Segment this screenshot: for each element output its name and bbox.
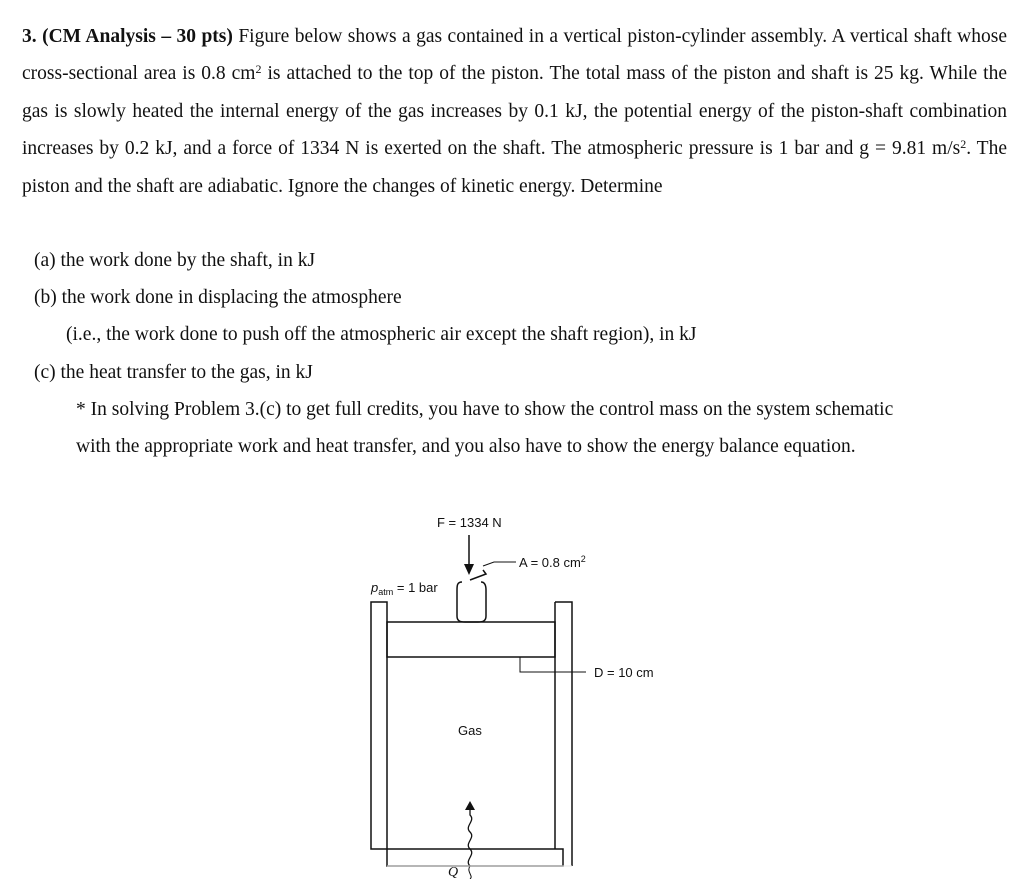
- part-b: (b) the work done in displacing the atmosphere: [34, 287, 402, 308]
- superscript-s2: 2: [960, 137, 967, 152]
- intro-part3: . The piston and the shaft are adiabatic. Ignore the changes of kinetic energy. Determine: [22, 138, 1007, 197]
- part-a: (a) the work done by the shaft, in kJ: [34, 250, 316, 271]
- heat-tail: [469, 866, 471, 879]
- problem-heading: (CM Analysis – 30 pts): [42, 26, 233, 47]
- part-b-note: (i.e., the work done to push off the atmospheric air except the shaft region), in kJ: [66, 324, 697, 345]
- heat-label: Q: [448, 865, 459, 879]
- diameter-label: D = 10 cm: [594, 665, 654, 680]
- gas-label: Gas: [458, 723, 482, 738]
- cylinder-right-wall: [555, 602, 572, 866]
- heat-wavy-line: [468, 806, 471, 866]
- patm-label: $p_{atm} = 1$ bar: [371, 580, 438, 597]
- force-arrow-head: [464, 564, 474, 575]
- shaft: [457, 582, 486, 622]
- area-label: A = 0.8 $cm^2$: [519, 554, 586, 570]
- instruction-line-2: with the appropriate work and heat transfer, and you also have to show the energy balance equation.: [76, 436, 856, 457]
- problem-number: 3.: [22, 26, 37, 47]
- area-leader: [483, 562, 516, 566]
- superscript-cm2: 2: [255, 62, 262, 77]
- intro-part2: is attached to the top of the piston. The total mass of the piston and shaft is 25 kg. While the gas is slowly heated the internal energy of the gas increases by 0.1 kJ, the potential energy of the piston-shaft combination increases by 0.2 kJ, and a force of 1334 N is exerted on the shaft. The atmospheric pressure is 1 bar and g = 9.81 m/s: [22, 63, 1007, 160]
- instruction-line-1: * In solving Problem 3.(c) to get full credits, you have to show the control mass on the system schematic: [76, 399, 894, 420]
- intro-part1: Figure below shows a gas contained in a vertical piston-cylinder assembly. A vertical shaft whose cross-sectional area is 0.8 cm: [22, 26, 1008, 85]
- force-label: F = 1334 N: [437, 515, 502, 530]
- diameter-leader: [520, 657, 586, 672]
- heat-arrow-head: [465, 801, 475, 810]
- shaft-top: [470, 570, 486, 580]
- piston: [387, 622, 555, 657]
- part-c: (c) the heat transfer to the gas, in kJ: [34, 362, 313, 383]
